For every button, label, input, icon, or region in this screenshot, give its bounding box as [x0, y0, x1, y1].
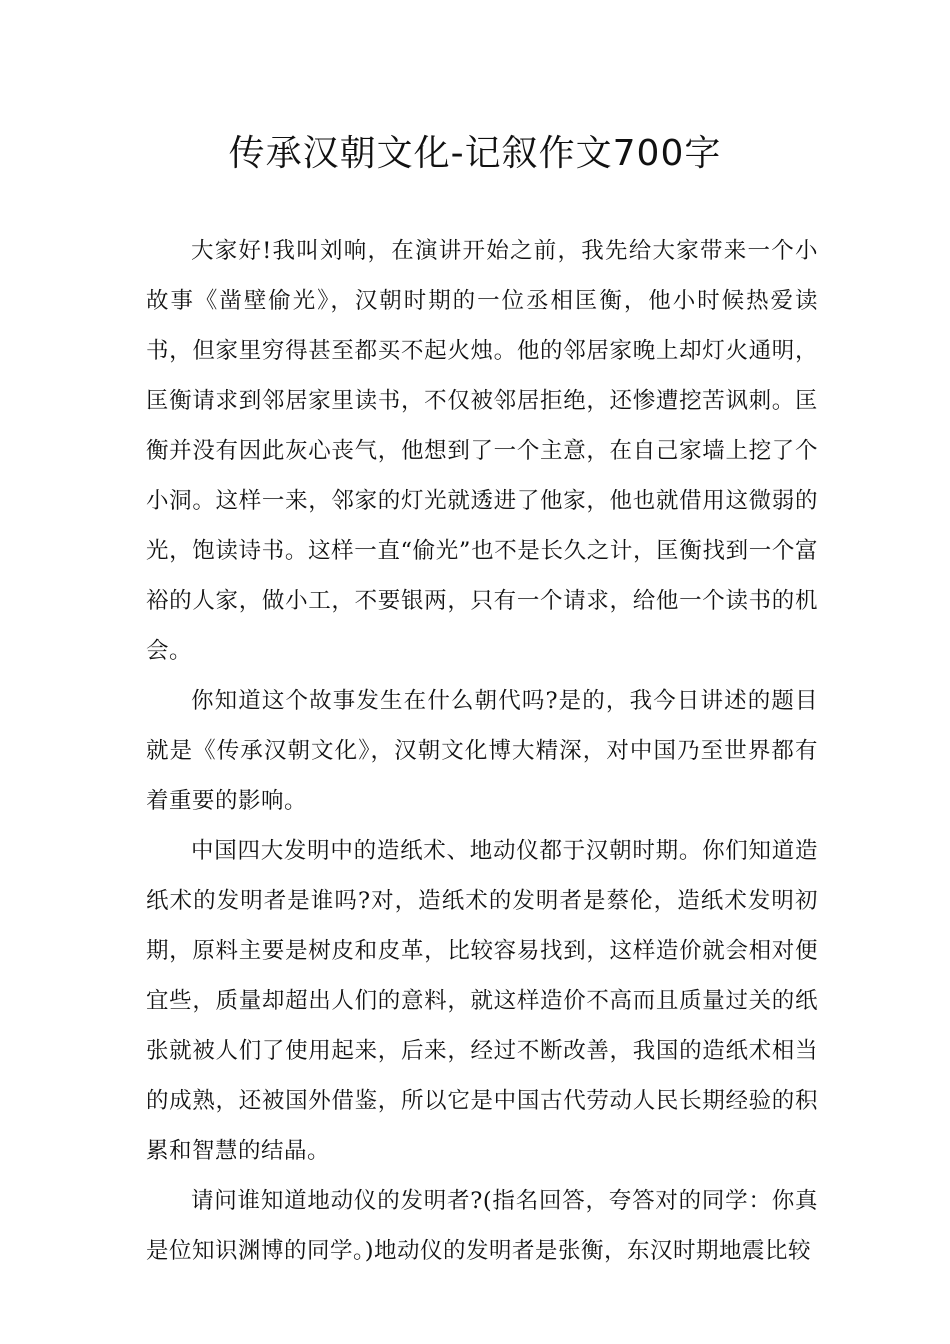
paragraph: 中国四大发明中的造纸术、地动仪都于汉朝时期。你们知道造纸术的发明者是谁吗?对，造纸术的发明者是蔡伦，造纸术发明初期，原料主要是树皮和皮革，比较容易找到，这样造价就会相对便宜些，质量却超出人们的意料，就这样造价不高而且质量过关的纸张就被人们了使用起来，后来，经过不断改善，我国的造纸术相当的成熟，还被国外借鉴，所以它是中国古代劳动人民长期经验的积累和智慧的结晶。 — [146, 838, 818, 1164]
document-body — [146, 226, 818, 1276]
paragraph: 请问谁知道地动仪的发明者?(指名回答，夸答对的同学：你真是位知识渊博的同学。)地动仪的发明者是张衡，东汉时期地震比较 — [146, 1188, 818, 1264]
paragraph: 你知道这个故事发生在什么朝代吗?是的，我今日讲述的题目就是《传承汉朝文化》，汉朝文化博大精深，对中国乃至世界都有着重要的影响。 — [146, 688, 818, 814]
page-title: 传承汉朝文化-记叙作文700字 — [228, 133, 722, 174]
paragraph: 大家好!我叫刘响，在演讲开始之前，我先给大家带来一个小故事《凿壁偷光》，汉朝时期的一位丞相匡衡，他小时候热爱读书，但家里穷得甚至都买不起火烛。他的邻居家晚上却灯火通明，匡衡请求到邻居家里读书，不仅被邻居拒绝，还惨遭挖苦讽刺。匡衡并没有因此灰心丧气，他想到了一个主意，在自己家墙上挖了个小洞。这样一来，邻家的灯光就透进了他家，他也就借用这微弱的光，饱读诗书。这样一直“偷光”也不是长久之计，匡衡找到一个富裕的人家，做小工，不要银两，只有一个请求，给他一个读书的机会。 — [146, 238, 818, 664]
